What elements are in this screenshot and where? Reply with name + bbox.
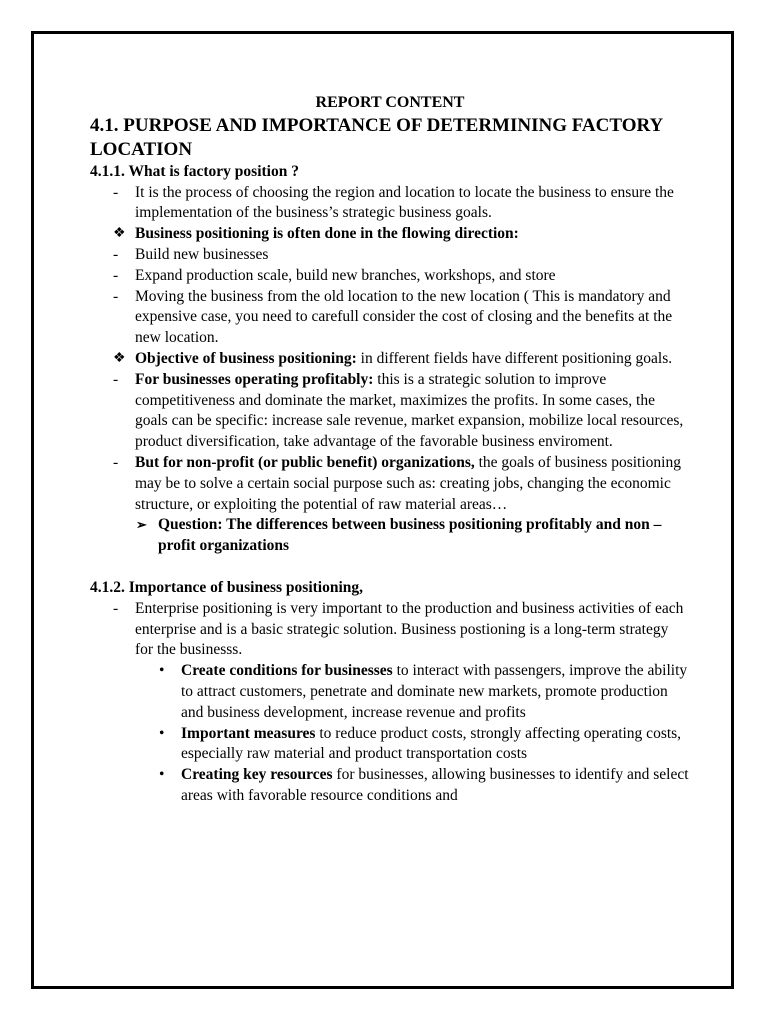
bullet-text: for businesses, allowing businesses to identify and select areas with favorable resource conditions and xyxy=(181,766,689,804)
arrow-bullet-icon: ➢ xyxy=(136,517,147,533)
report-title: REPORT CONTENT xyxy=(315,94,465,111)
list-item xyxy=(90,224,690,245)
direction-item: Moving the business from the old location to the new location ( This is mandatory and expensive case, you need to carefull consider the cost of closing and the benefits at the new location. xyxy=(135,287,673,347)
dash-marker: - xyxy=(113,287,119,305)
section-title: 4.1. PURPOSE AND IMPORTANCE OF DETERMINING FACTORY LOCATION xyxy=(90,114,663,160)
diamond-bullet-icon: ❖ xyxy=(113,226,126,242)
list-item xyxy=(90,287,690,349)
list-item xyxy=(90,599,690,661)
list-item xyxy=(90,724,690,766)
importance-intro: Enterprise positioning is very important to the production and business activities of each enterprise and is a basic strategic solution. Business postioning is a long-term strategy for the businesss. xyxy=(135,599,684,659)
spacer xyxy=(90,557,690,578)
diamond-bullet-icon: ❖ xyxy=(113,350,126,366)
dash-marker: - xyxy=(113,453,119,471)
direction-heading: Business positioning is often done in the flowing direction: xyxy=(135,225,519,243)
list-item xyxy=(90,245,690,266)
subsection-heading-412: 4.1.2. Importance of business positioning, xyxy=(90,578,364,596)
dash-marker: - xyxy=(113,599,119,617)
list-item xyxy=(90,183,690,225)
document-body xyxy=(90,93,690,807)
bullet-icon: • xyxy=(159,724,165,742)
bullet-text: to reduce product costs, strongly affecting operating costs, especially raw material and product transportation costs xyxy=(181,724,682,763)
definition-text: It is the process of choosing the region and location to locate the business to ensure the implementation of the business’s strategic business goals. xyxy=(135,183,674,222)
list-item xyxy=(90,453,690,515)
objective-text: in different fields have different positioning goals. xyxy=(356,349,673,367)
profit-text: this is a strategic solution to improve competitiveness and dominate the market, maximizes the profits. In some cases, the goals can be specific: increase sale revenue, market expansion, mobilize local resources, product diversification, take advantage of the favorable business enviroment. xyxy=(135,370,684,451)
question-text: Question: The differences between business positioning profitably and non – profit organizations xyxy=(158,516,662,555)
list-item xyxy=(90,370,690,453)
bullet-bold: Creating key resources xyxy=(181,766,333,784)
bullet-bold: Important measures xyxy=(181,724,316,742)
dash-marker: - xyxy=(113,370,119,388)
direction-item: Build new businesses xyxy=(135,245,269,263)
nonprofit-label: But for non-profit (or public benefit) organizations, xyxy=(135,453,475,471)
nonprofit-text: the goals of business positioning may be to solve a certain social purpose such as: creating jobs, changing the economic structure, or exploiting the potential of raw material areas… xyxy=(135,453,681,513)
list-item xyxy=(90,266,690,287)
dash-marker: - xyxy=(113,183,119,201)
list-item xyxy=(90,661,690,723)
direction-item: Expand production scale, build new branches, workshops, and store xyxy=(135,266,556,284)
bullet-bold: Create conditions for businesses xyxy=(181,662,393,680)
dash-marker: - xyxy=(113,266,119,284)
list-item xyxy=(90,349,690,370)
list-item xyxy=(90,765,690,807)
bullet-icon: • xyxy=(159,766,165,784)
subsection-heading-411: 4.1.1. What is factory position ? xyxy=(90,162,299,180)
dash-marker: - xyxy=(113,245,119,263)
question-item xyxy=(90,515,690,557)
bullet-text: to interact with passengers, improve the ability to attract customers, penetrate and dominate new markets, promote production and business development, increase revenue and profits xyxy=(181,662,688,721)
bullet-icon: • xyxy=(159,662,165,680)
profit-label: For businesses operating profitably: xyxy=(135,370,374,388)
objective-heading: Objective of business positioning: xyxy=(135,349,357,367)
